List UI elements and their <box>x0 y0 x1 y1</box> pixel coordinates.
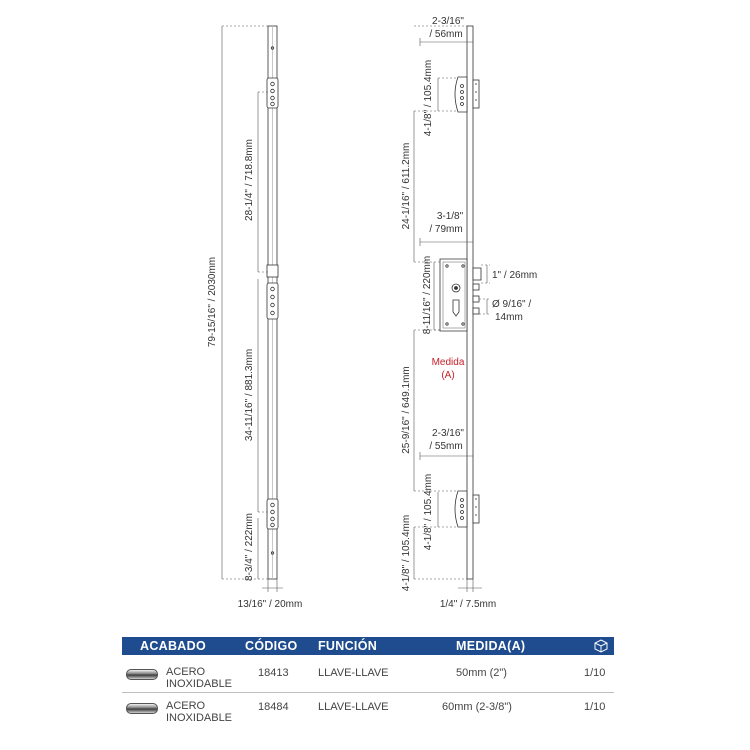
header-funcion: FUNCIÓN <box>318 639 378 653</box>
row-codigo: 18484 <box>258 701 289 713</box>
row-acabado-2: INOXIDABLE <box>166 678 233 690</box>
bottom-bolt-case <box>455 491 479 527</box>
bottom-backset-label-1: 2-3/16" <box>432 428 464 439</box>
center-lock-case <box>440 259 481 331</box>
lower-gap-label: 25-9/16" / 649.1mm <box>401 366 412 454</box>
bottom-backset-label-2: / 55mm <box>429 441 463 452</box>
header-codigo: CÓDIGO <box>245 639 298 653</box>
top-bolt-case <box>455 77 479 112</box>
left-bottom-offset-label: 8-3/4" / 222mm <box>244 512 255 582</box>
row-funcion: LLAVE-LLAVE <box>318 667 389 679</box>
row-medida: 50mm (2") <box>456 667 507 679</box>
left-view-bar <box>267 26 278 579</box>
lower-spacing-label: 34-11/16" / 881.3mm <box>244 348 255 442</box>
table-row <box>122 661 614 693</box>
total-length-label: 79-15/16" / 2030mm <box>207 256 218 348</box>
upper-gap-label: 24-1/16" / 611.2mm <box>401 142 412 230</box>
center-backset-label-2: / 79mm <box>429 224 463 235</box>
center-case-length-label: 8-11/16" / 220mm <box>422 255 433 335</box>
medida-label-2: (A) <box>441 370 455 381</box>
center-backset-label-1: 3-1/8" <box>436 211 464 222</box>
right-view-faceplate <box>440 26 481 579</box>
right-bottom-offset-label: 4-1/8" / 105.4mm <box>401 514 412 592</box>
row-acabado-2: INOXIDABLE <box>166 712 233 724</box>
table-row <box>122 695 614 727</box>
row-codigo: 18413 <box>258 667 289 679</box>
medida-label-1: Medida <box>431 357 465 368</box>
row-pack: 1/10 <box>584 667 606 679</box>
cylinder-size-label-2: 14mm <box>495 312 523 323</box>
top-backset-label-1: 2-3/16" <box>432 16 464 27</box>
header-acabado: ACABADO <box>140 639 206 653</box>
row-medida: 60mm (2-3/8") <box>442 701 512 713</box>
row-funcion: LLAVE-LLAVE <box>318 701 389 713</box>
package-box-icon <box>594 639 608 653</box>
top-backset-label-2: / 56mm <box>429 29 463 40</box>
faceplate-thickness-label: 1/4" / 7.5mm <box>439 599 497 610</box>
cylinder-size-label-1: Ø 9/16" / <box>492 299 532 310</box>
stainless-steel-swatch <box>126 669 158 680</box>
upper-spacing-label: 28-1/4" / 718.8mm <box>244 139 255 221</box>
bottom-bolt-length-label: 4-1/8" / 105.4mm <box>423 473 434 551</box>
row-acabado-1: ACERO <box>166 666 206 678</box>
row-acabado-1: ACERO <box>166 700 206 712</box>
bar-width-label: 13/16" / 20mm <box>237 599 303 610</box>
row-pack: 1/10 <box>584 701 606 713</box>
table-header <box>122 637 614 655</box>
stainless-steel-swatch <box>126 703 158 714</box>
latch-size-label: 1" / 26mm <box>492 270 538 281</box>
header-medida: MEDIDA(A) <box>456 639 526 653</box>
top-bolt-length-label: 4-1/8" / 105.4mm <box>423 59 434 137</box>
